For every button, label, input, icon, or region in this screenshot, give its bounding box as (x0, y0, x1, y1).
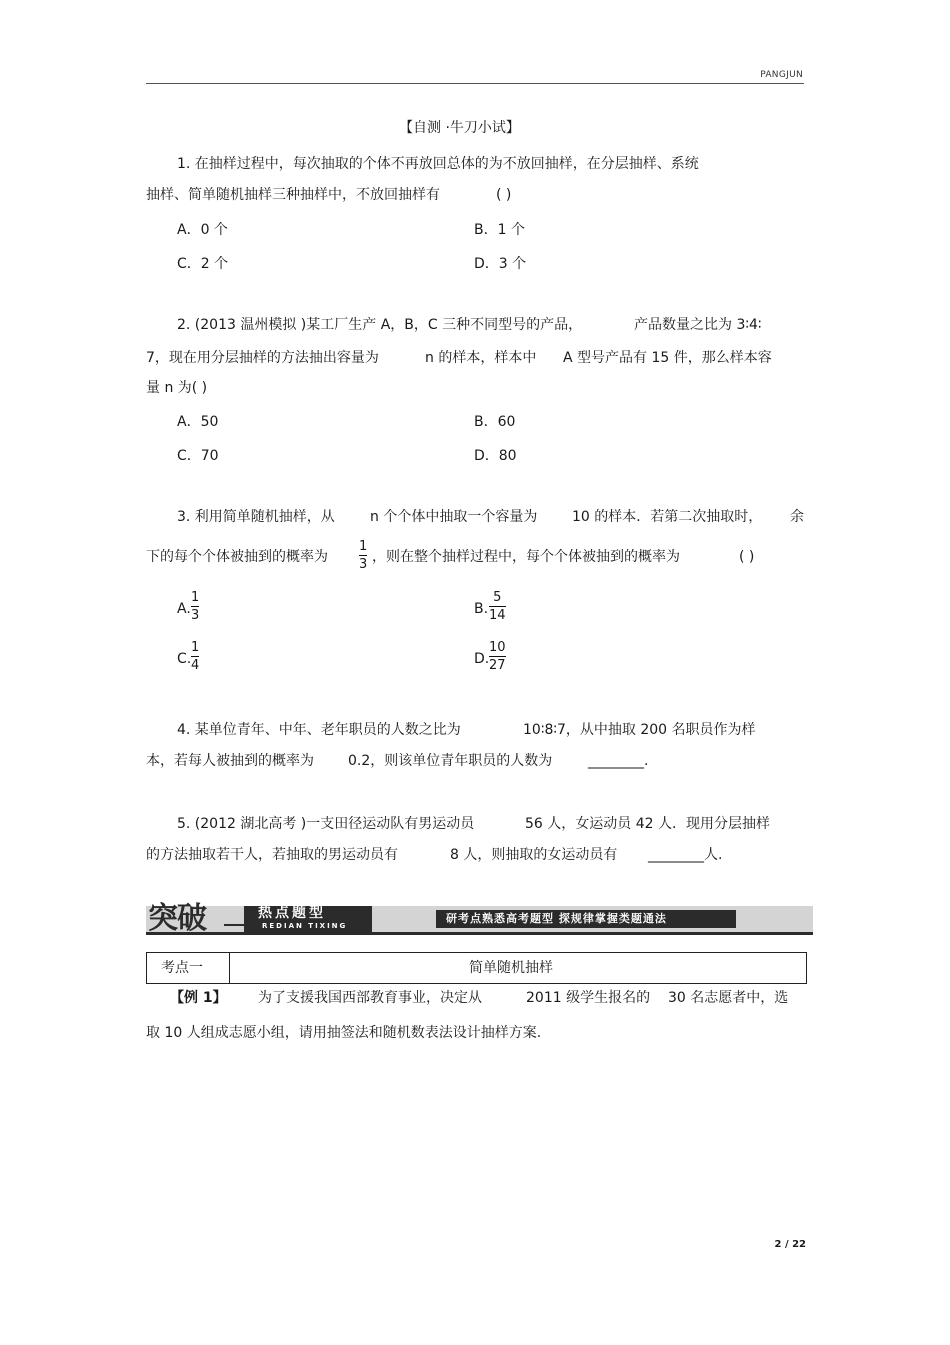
section-title: 【自测 ·牛刀小试】 (399, 120, 520, 136)
page-number: 2 / 22 (774, 1239, 806, 1250)
example-line1-a: 为了支援我国西部教育事业，决定从 (258, 990, 482, 1006)
q3-option-c-fraction (191, 640, 199, 673)
q4-blank: ________. (588, 753, 649, 769)
q2-option-a: A．50 (177, 414, 219, 430)
example-line1-b: 2011 级学生报名的 (526, 990, 651, 1006)
q3-line1-a: 3. 利用简单随机抽样，从 (177, 509, 335, 525)
q3-option-a-fraction (191, 590, 199, 623)
q4-line2-a: 本，若每人被抽到的概率为 (146, 753, 314, 769)
q4-line1-a: 4. 某单位青年、中年、老年职员的人数之比为 (177, 722, 461, 738)
example-line1-c: 30 名志愿者中，选 (668, 990, 789, 1006)
q5-line1-a: 5. (2012 湖北高考 )一支田径运动队有男运动员 (177, 816, 475, 832)
kaodian-table (146, 952, 807, 984)
fraction-bar (489, 606, 506, 607)
q3-line1-b: n 个个体中抽取一个容量为 (370, 509, 538, 525)
banner-pinyin: REDIAN TIXING (262, 922, 348, 930)
q2-line1-a: 2. (2013 温州模拟 )某工厂生产 A，B，C 三种不同型号的产品， (177, 317, 583, 333)
q1-line2: 抽样、简单随机抽样三种抽样中，不放回抽样有 (146, 187, 440, 203)
q2-line2-c: A 型号产品有 15 件，那么样本容 (563, 350, 772, 366)
fraction-bar (489, 656, 506, 657)
q5-line2-b: 8 人，则抽取的女运动员有 (450, 847, 618, 863)
q2-line2-a: 7，现在用分层抽样的方法抽出容量为 (146, 350, 379, 366)
q1-option-d: D．3 个 (474, 256, 527, 272)
q2-line1-b: 产品数量之比为 3∶4∶ (634, 317, 762, 333)
example-line2: 取 10 人组成志愿小组，请用抽签法和随机数表法设计抽样方案. (146, 1025, 542, 1041)
header-rule (146, 83, 804, 84)
q3-option-d-num: 10 (489, 640, 506, 655)
q2-option-c: C．70 (177, 448, 219, 464)
kaodian-divider (229, 953, 230, 983)
q4-line1-b: 10∶8∶7，从中抽取 200 名职员作为样 (523, 722, 756, 738)
banner-title: 突破 (148, 902, 206, 936)
kaodian-title: 简单随机抽样 (469, 960, 553, 976)
banner-subtitle: 热点题型 (258, 905, 326, 921)
q3-paren: ( ) (739, 549, 755, 565)
q5-blank: ________人. (648, 847, 723, 863)
q3-line2-a: 下的每个个体被抽到的概率为 (146, 549, 328, 565)
section-banner (146, 902, 813, 938)
q1-line1: 1. 在抽样过程中，每次抽取的个体不再放回总体的为不放回抽样，在分层抽样、系统 (177, 156, 699, 172)
q3-option-d-label: D. (474, 651, 490, 667)
q1-paren: ( ) (496, 187, 512, 203)
q3-option-a-num: 1 (191, 590, 200, 605)
q3-fraction-num: 1 (359, 539, 368, 554)
q1-option-c: C．2 个 (177, 256, 229, 272)
q3-option-a-den: 3 (191, 608, 200, 623)
q3-option-a-label: A. (177, 601, 191, 617)
q3-fraction (359, 539, 367, 572)
q1-option-a: A．0 个 (177, 222, 228, 238)
q3-option-c-label: C. (177, 651, 192, 667)
q2-line3: 量 n 为( ) (146, 380, 208, 396)
q4-line2-b: 0.2，则该单位青年职员的人数为 (348, 753, 553, 769)
q3-option-b-label: B. (474, 601, 489, 617)
q3-option-c-num: 1 (191, 640, 200, 655)
q3-option-b-num: 5 (493, 590, 502, 605)
banner-underline (146, 932, 813, 935)
q3-line2-b: ，则在整个抽样过程中，每个个体被抽到的概率为 (372, 549, 680, 565)
header-author: PANGJUN (760, 70, 803, 80)
q3-option-d-den: 27 (489, 658, 506, 673)
q5-line2-a: 的方法抽取若干人，若抽取的男运动员有 (146, 847, 398, 863)
q3-option-c-den: 4 (191, 658, 200, 673)
q3-option-d-fraction (489, 640, 506, 673)
banner-connector (224, 924, 244, 926)
banner-slogan: 研考点熟悉高考题型 探规律掌握类题通法 (446, 912, 667, 925)
q3-fraction-den: 3 (359, 557, 368, 572)
fraction-bar (359, 555, 367, 556)
kaodian-label: 考点一 (161, 960, 203, 976)
q3-line1-d: 余 (790, 509, 804, 525)
q3-line1-c: 10 的样本．若第二次抽取时， (572, 509, 763, 525)
fraction-bar (191, 606, 199, 607)
q1-option-b: B．1 个 (474, 222, 525, 238)
fraction-bar (191, 656, 199, 657)
example-label: 【例 1】 (170, 990, 227, 1006)
q3-option-b-den: 14 (489, 608, 506, 623)
q2-option-d: D．80 (474, 448, 517, 464)
q2-line2-b: n 的样本，样本中 (425, 350, 537, 366)
q2-option-b: B．60 (474, 414, 516, 430)
q3-option-b-fraction (489, 590, 506, 623)
q5-line1-b: 56 人，女运动员 42 人．现用分层抽样 (525, 816, 770, 832)
